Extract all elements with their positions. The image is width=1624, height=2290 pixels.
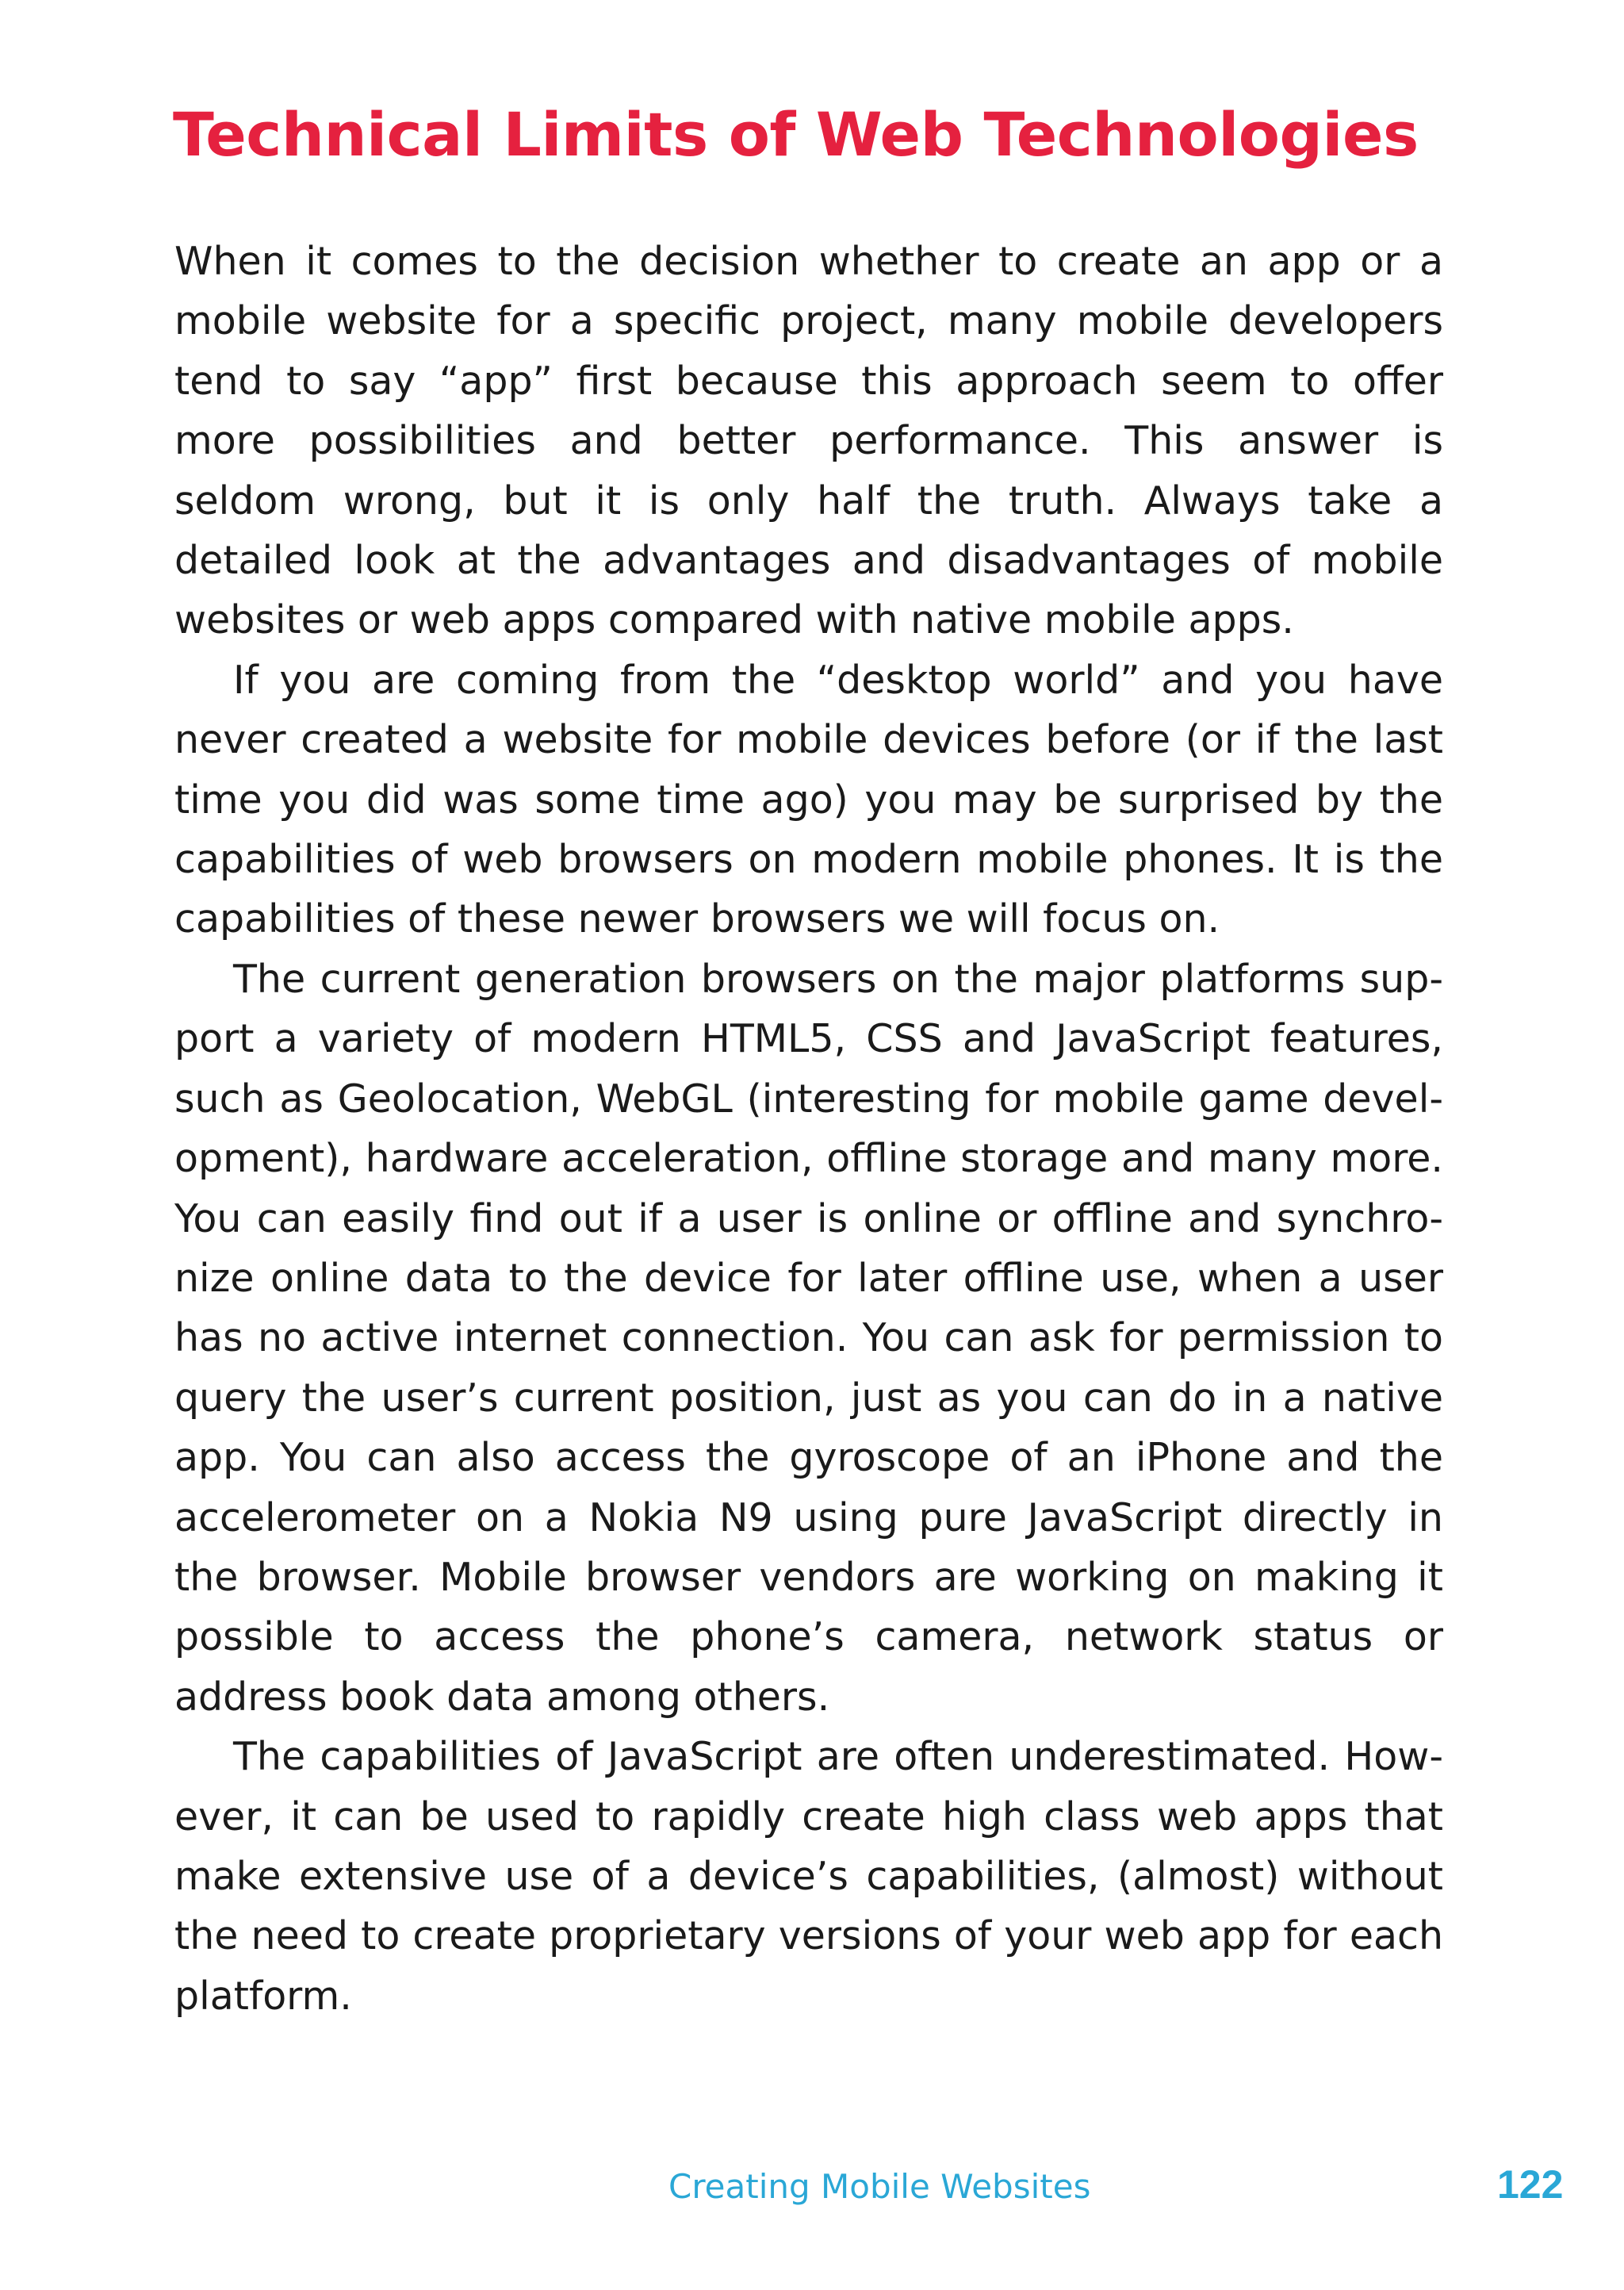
footer-section-title: Creating Mobile Websites	[668, 2167, 1091, 2206]
paragraph-1: When it comes to the decision whether to create an app or a mobile website for a specific project, many mobile developers tend to say “app” first because this approach seem to offer more possibilities and better performance. This answer is seldom wrong, but it is only half the truth. Always take a detailed look at the advantages and disadvantages of mobile websites or web apps compared with native mobile apps.	[174, 239, 1443, 643]
paragraph-2: If you are coming from the “desktop world” and you have never created a website for mobile devices before (or if the last time you did was some time ago) you may be surprised by the capabilities of web browsers on modern mobile phones. It is the capabilities of these newer browsers we will focus on.	[174, 657, 1443, 942]
paragraph-4: The capabilities of JavaScript are often underestimated. However, it can be used to rapidly create high class web apps that make extensive use of a device’s capabilities, (almost) without the need to create proprietary versions of your web app for each platform.	[174, 1734, 1443, 2019]
page-number: 122	[1497, 2162, 1564, 2207]
paragraph-3: The current generation browsers on the major platforms support a variety of modern HTML5, CSS and JavaScript features, such as Geolocation, WebGL (interesting for mobile game development), hardware acceleration, offline storage and many more. You can easily find out if a user is online or offline and synchronize online data to the device for later offline use, when a user has no active internet connection. You can ask for permission to query the user’s current position, just as you can do in a native app. You can also access the gyroscope of an iPhone and the accelerometer on a Nokia N9 using pure JavaScript directly in the browser. Mobile browser vendors are working on making it possible to access the phone’s camera, network status or address book data among others.	[174, 956, 1443, 1720]
body-text	[174, 232, 1443, 2026]
page-title: Technical Limits of Web Technologies	[173, 99, 1419, 170]
